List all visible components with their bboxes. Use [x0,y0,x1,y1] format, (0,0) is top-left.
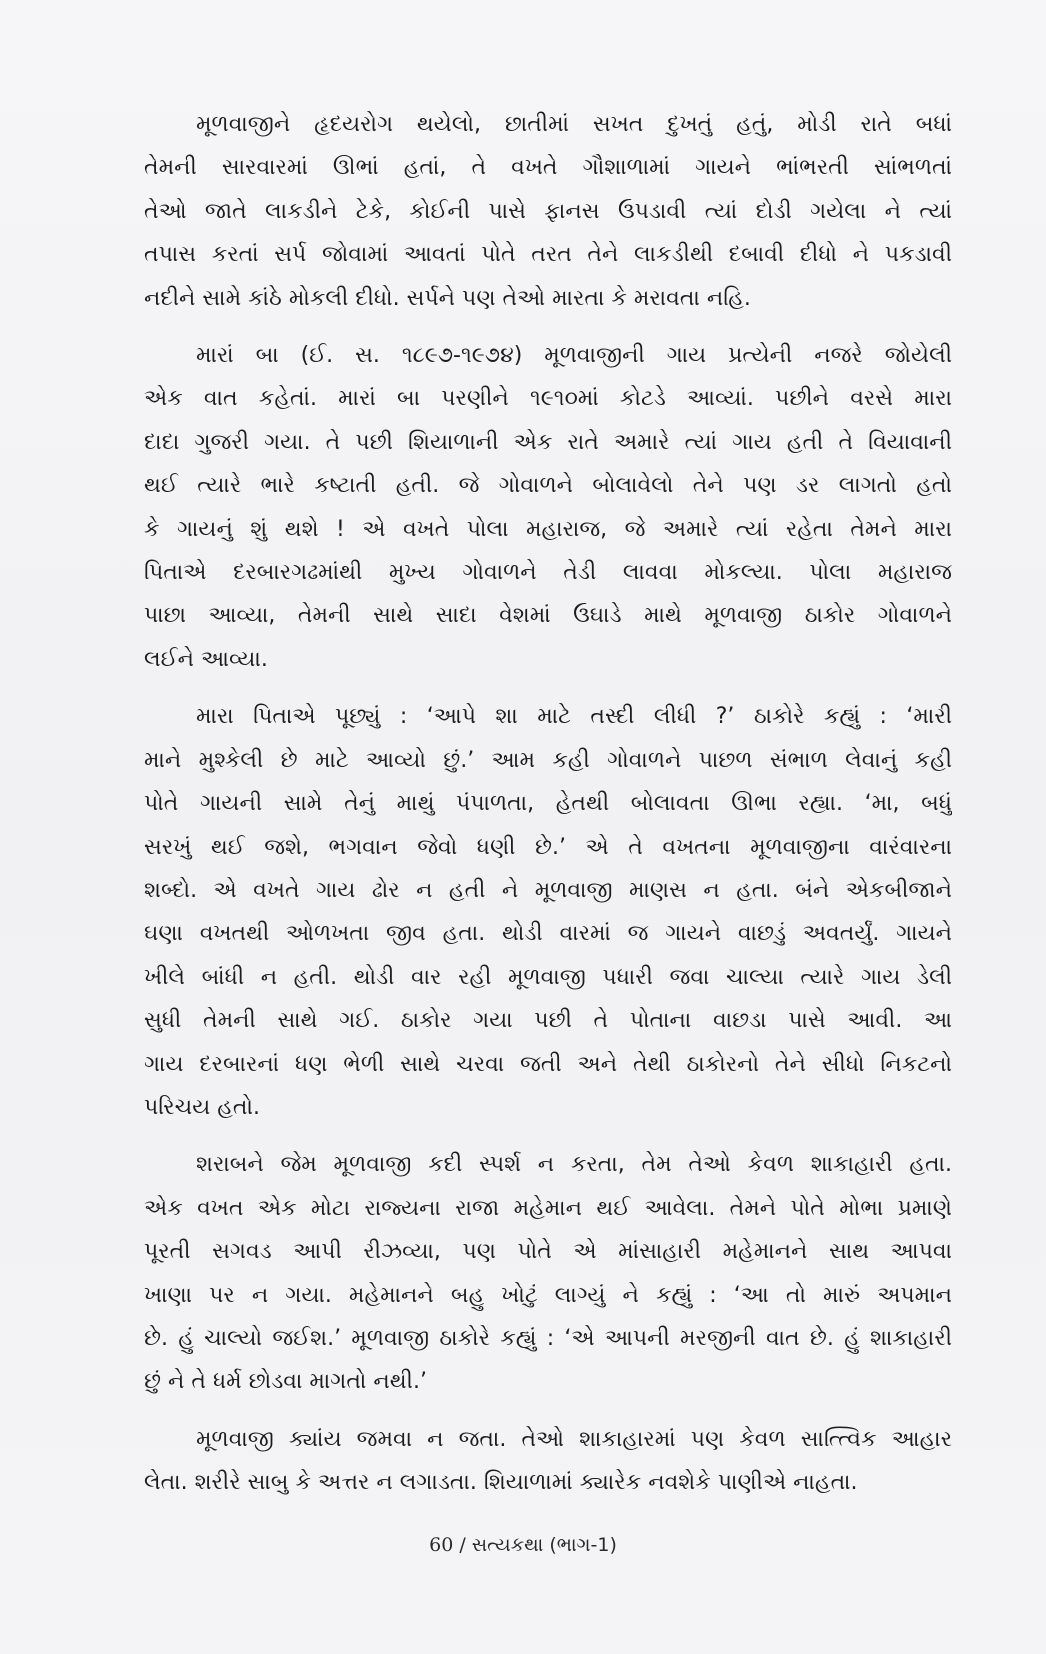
text-line: તેઓ જાતે લાકડીને ટેકે, કોઈની પાસે ફાનસ ઉપડાવી ત્યાં દોડી ગયેલા ને ત્યાં [144,198,952,224]
text-line: લેતા. શરીરે સાબુ કે અત્તર ન લગાડતા. શિયાળામાં ક્યારેક નવશેકે પાણીએ નાહતા. [144,1470,858,1496]
text-line: સુધી તેમની સાથે ગઈ. ઠાકોર ગયા પછી તે પોતાના વાછડા પાસે આવી. આ [144,1008,952,1034]
text-line: એક વાત કહેતાં. મારાં બા પરણીને ૧૯૧૦માં કોટડે આવ્યાં. પછીને વરસે મારા [144,386,952,412]
text-line: ગાય દરબારનાં ધણ ભેળી સાથે ચરવા જતી અને તેથી ઠાકોરનો તેને સીધો નિકટનો [144,1051,952,1077]
text-line: થઈ ત્યારે ભારે કષ્ટાતી હતી. જે ગોવાળને બોલાવેલો તેને પણ ડર લાગતો હતો [144,473,952,499]
paragraph [144,1418,952,1505]
text-line: મારા પિતાએ પૂછ્યું : ‘આપે શા માટે તસ્દી લીધી ?’ ઠાકોરે કહ્યું : ‘મારી [196,704,952,730]
text-line: માને મુશ્કેલી છે માટે આવ્યો છું.’ આમ કહી ગોવાળને પાછળ સંભાળ લેવાનું કહી [144,747,952,773]
footer-separator: / [453,1534,472,1556]
book-title: સત્યકથા (ભાગ-1) [471,1534,617,1556]
paragraph [144,1143,952,1403]
text-line: તપાસ કરતાં સર્પ જોવામાં આવતાં પોતે તરત તેને લાકડીથી દબાવી દીધો ને પકડાવી [144,242,952,268]
text-line: પરિચય હતો. [144,1094,260,1120]
text-line: મારાં બા (ઈ. સ. ૧૮૯૭-૧૯૭૪) મૂળવાજીની ગાય પ્રત્યેની નજરે જોયેલી [196,343,952,369]
paragraph [144,695,952,1129]
text-line: શબ્દો. એ વખતે ગાય ઢોર ન હતી ને મૂળવાજી માણસ ન હતા. બંને એકબીજાને [144,877,952,903]
text-line: પૂરતી સગવડ આપી રીઝવ્યા, પણ પોતે એ માંસાહારી મહેમાનને સાથ આપવા [144,1239,952,1265]
text-line: નદીને સામે કાંઠે મોકલી દીધો. સર્પને પણ તેઓ મારતા કે મરાવતા નહિ. [144,285,751,311]
text-line: એક વખત એક મોટા રાજ્યના રાજા મહેમાન થઈ આવેલા. તેમને પોતે મોભા પ્રમાણે [144,1195,952,1221]
text-line: સરખું થઈ જશે, ભગવાન જેવો ધણી છે.’ એ તે વખતના મૂળવાજીના વારંવારના [144,834,952,860]
text-line: ખાણા પર ન ગયા. મહેમાનને બહુ ખોટું લાગ્યું ને કહ્યું : ‘આ તો મારું અપમાન [144,1282,952,1308]
text-line: પોતે ગાયની સામે તેનું માથું પંપાળતા, હેતથી બોલાવતા ઊભા રહ્યા. ‘મા, બધું [144,791,952,817]
text-line: મૂળવાજીને હૃદયરોગ થયેલો, છાતીમાં સખત દુખતું હતું, મોડી રાતે બધાં [196,112,952,137]
text-line: તેમની સારવારમાં ઊભાં હતાં, તે વખતે ગૌશાળામાં ગાયને ભાંભરતી સાંભળતાં [144,155,952,181]
text-line: પાછા આવ્યા, તેમની સાથે સાદા વેશમાં ઉઘાડે માથે મૂળવાજી ઠાકોર ગોવાળને [144,603,952,629]
paragraph [144,334,952,681]
text-line: કે ગાયનું શું થશે ! એ વખતે પોલા મહારાજ, જે અમારે ત્યાં રહેતા તેમને મારા [144,516,952,542]
page-number: 60 [429,1534,454,1556]
paragraph [144,103,952,320]
text-line: પિતાએ દરબારગઢમાંથી મુખ્ય ગોવાળને તેડી લાવવા મોકલ્યા. પોલા મહારાજ [144,560,952,586]
text-line: દાદા ગુજરી ગયા. તે પછી શિયાળાની એક રાતે અમારે ત્યાં ગાય હતી તે વિયાવાની [144,429,952,455]
text-line: શરાબને જેમ મૂળવાજી કદી સ્પર્શ ન કરતા, તેમ તેઓ કેવળ શાકાહારી હતા. [196,1152,952,1178]
text-line: મૂળવાજી ક્યાંય જમવા ન જતા. તેઓ શાકાહારમાં પણ કેવળ સાત્ત્વિક આહાર [196,1426,952,1452]
body-text [144,103,952,1505]
text-line: છે. હું ચાલ્યો જઈશ.’ મૂળવાજી ઠાકોરે કહ્યું : ‘એ આપની મરજીની વાત છે. હું શાકાહારી [144,1325,952,1351]
page-footer [0,1534,1046,1556]
text-line: છું ને તે ધર્મ છોડવા માગતો નથી.’ [144,1369,427,1395]
text-line: લઈને આવ્યા. [144,646,268,672]
text-line: ઘણા વખતથી ઓળખતા જીવ હતા. થોડી વારમાં જ ગાયને વાછડું અવતર્યું. ગાયને [144,921,952,947]
text-line: ખીલે બાંધી ન હતી. થોડી વાર રહી મૂળવાજી પધારી જવા ચાલ્યા ત્યારે ગાય ડેલી [144,964,952,990]
